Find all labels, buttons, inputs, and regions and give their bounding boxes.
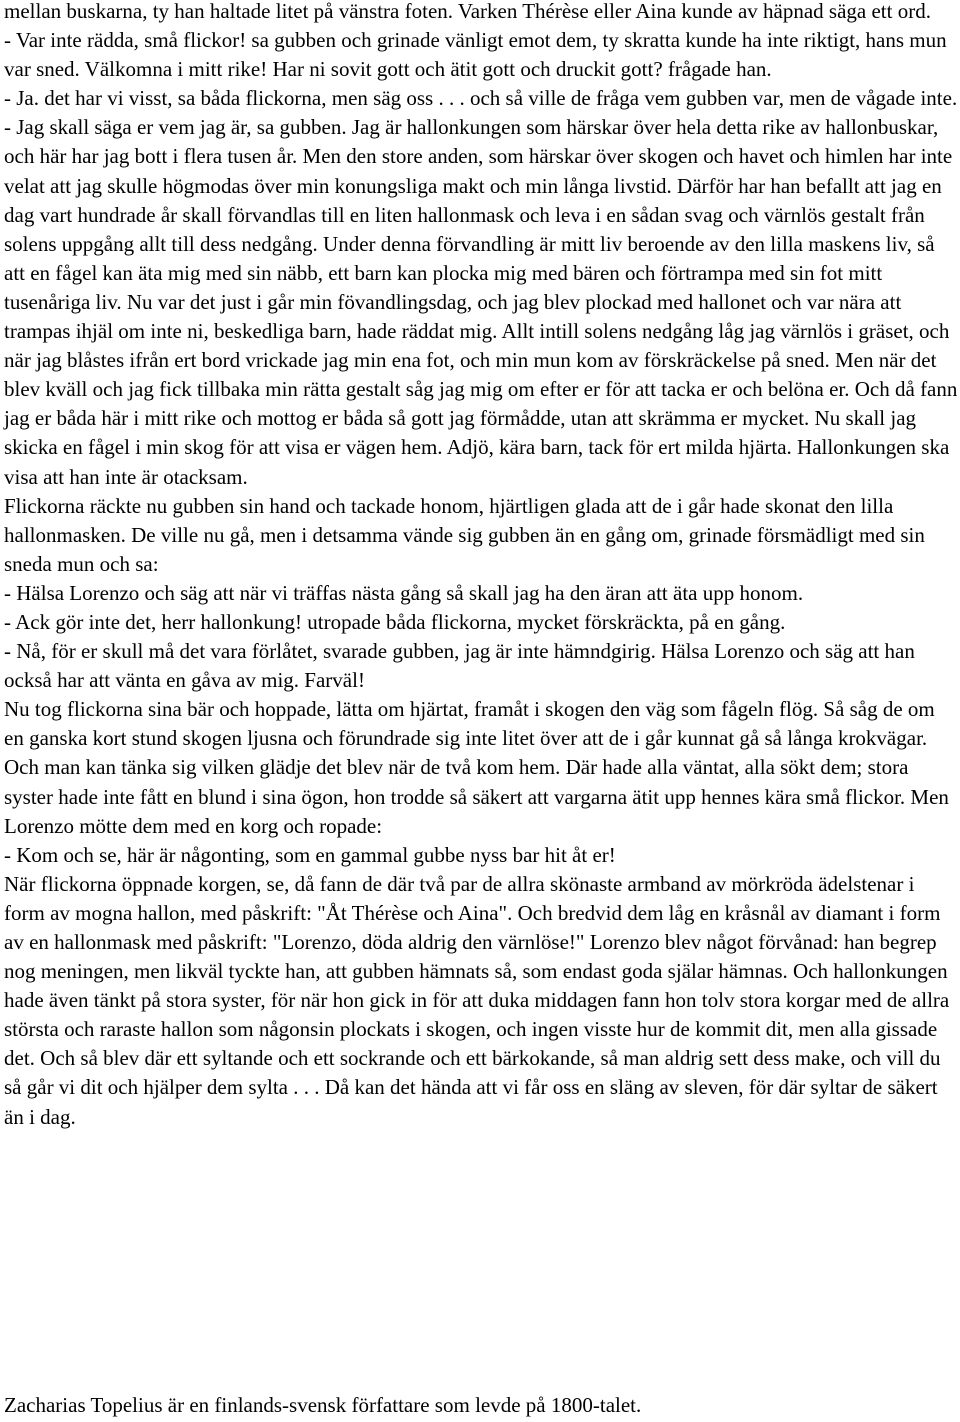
paragraph-8: - Nå, för er skull må det vara förlåtet, svarade gubben, jag är inte hämndgirig. Hälsa Lorenzo och säg att han också har att vänta en gåva av mig. Farväl! — [4, 639, 915, 693]
paragraph-9: Nu tog flickorna sina bär och hoppade, lätta om hjärtat, framåt i skogen den väg som fågeln flög. Så såg de om en ganska kort stund skogen ljusna och förundrade sig inte litet över att de i går kunnat gå så långa krokvägar. Och man kan tänka sig vilken glädje det blev när de två kom hem. Där hade alla väntat, alla sökt dem; stora syster hade inte fått en blund i sina ögon, hon trodde så säkert att vargarna ätit upp hennes kära små flickor. Men Lorenzo mötte dem med en korg och ropade: — [4, 697, 949, 838]
story-text — [4, 0, 958, 1132]
paragraph-1: mellan buskarna, ty han haltade litet på vänstra foten. Varken Thérèse eller Aina kunde av häpnad säga ett ord. — [4, 0, 931, 23]
paragraph-3: - Ja. det har vi visst, sa båda flickorna, men säg oss . . . och så ville de fråga vem gubben var, men de vågade inte. — [4, 86, 958, 111]
paragraph-2: - Var inte rädda, små flickor! sa gubben och grinade vänligt emot dem, ty skratta kunde ha inte riktigt, hans mun var sned. Välkomna i mitt rike! Har ni sovit gott och ätit gott och druckit gott? frågade han. — [4, 28, 947, 82]
paragraph-10: - Kom och se, här är någonting, som en gammal gubbe nyss bar hit åt er! — [4, 842, 616, 867]
paragraph-5: Flickorna räckte nu gubben sin hand och tackade honom, hjärtligen glada att de i går hade skonat den lilla hallonmasken. De ville nu gå, men i detsamma vände sig gubben än en gång om, grinade försmädligt med sin sneda mun och sa: — [4, 493, 925, 576]
paragraph-11: När flickorna öppnade korgen, se, då fann de där två par de allra skönaste armband av mörkröda ädelstenar i form av mogna hallon, med påskrift: "Åt Thérèse och Aina". Och bredvid dem låg en kråsnål av diamant i form av en hallonmask med påskrift: "Lorenzo, döda aldrig den värnlöse!" Lorenzo blev något förvånad: han begrep nog meningen, men likväl tyckte han, att gubben hämnats så, som endast goda själar hämnas. Och hallonkungen hade även tänkt på stora syster, för när hon gick in för att duka middagen fann hon tolv stora korgar med de allra största och raraste hallon som någonsin plockats i skogen, och ingen visste hur de kommit dit, men alla gissade det. Och så blev där ett syltande och ett sockrande och ett bärkokande, så man aldrig sett dess make, och vill du så går vi dit och hjälper dem sylta . . . Då kan det hända att vi får oss en släng av sleven, för där syltar de säkert än i dag. — [4, 871, 950, 1129]
author-note: Zacharias Topelius är en finlands-svensk författare som levde på 1800-talet. — [4, 1393, 642, 1417]
paragraph-7: - Ack gör inte det, herr hallonkung! utropade båda flickorna, mycket förskräckta, på en gång. — [4, 609, 786, 634]
paragraph-4: - Jag skall säga er vem jag är, sa gubben. Jag är hallonkungen som härskar över hela detta rike av hallonbuskar, och här har jag bott i flera tusen år. Men den store anden, som härskar över skogen och havet och himlen har inte velat att jag skulle högmodas över min konungsliga makt och min långa livstid. Därför har han befallt att jag en dag vart hundrade år skall förvandlas till en liten hallonmask och leva i en sådan svag och värnlös gestalt från solens uppgång allt till dess nedgång. Under denna förvandling är mitt liv beroende av den lilla maskens liv, så att en fågel kan äta mig med sin näbb, ett barn kan plocka mig med bären och förtrampa med sin fot mitt tusenåriga liv. Nu var det just i går min fövandlingsdag, och jag blev plockad med hallonet och var nära att trampas ihjäl om inte ni, beskedliga barn, hade räddat mig. Allt intill solens nedgång låg jag värnlös i gräset, och när jag blåstes ifrån ert bord vrickade jag min ena fot, och min mun kom av förskräckelse på sned. Men när det blev kväll och jag fick tillbaka min rätta gestalt såg jag mig om efter er för att tacka er och belöna er. Och då fann jag er båda här i mitt rike och mottog er båda så gott jag förmådde, utan att skrämma er mycket. Nu skall jag skicka en fågel i min skog för att visa er vägen hem. Adjö, kära barn, tack för ert milda hjärta. Hallonkungen ska visa att han inte är otacksam. — [4, 115, 958, 489]
paragraph-6: - Hälsa Lorenzo och säg att när vi träffas nästa gång så skall jag ha den äran att äta upp honom. — [4, 580, 804, 605]
